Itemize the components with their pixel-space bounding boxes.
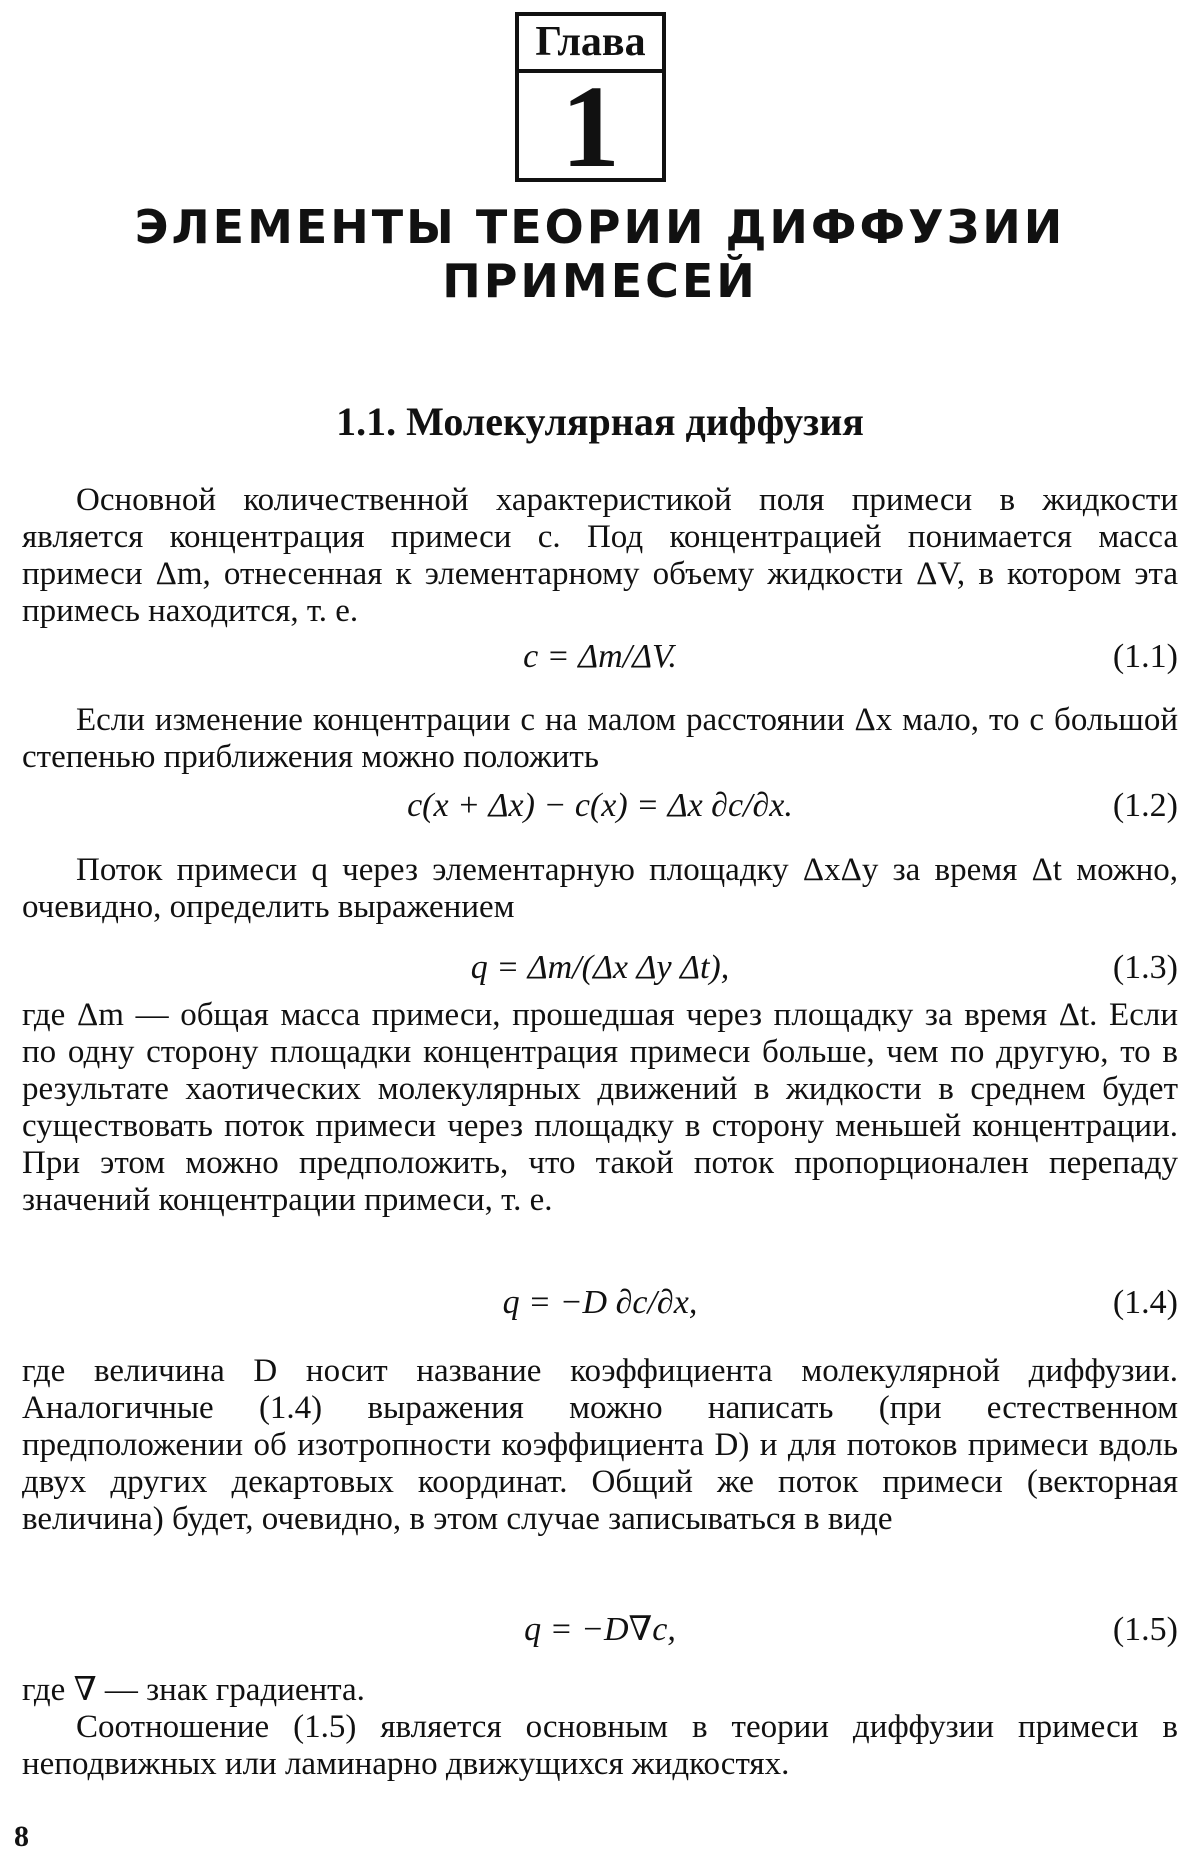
paragraph: где величина D носит название коэффициента молекулярной диффузии. Аналогичные (1.4) выражения можно написать (при естественном предположении об изотропности коэффициента D) и для потоков примеси вдоль двух других декартовых координат. Общий же поток примеси (векторная величина) будет, очевидно, в этом случае записываться в виде xyxy=(22,1353,1178,1537)
paragraph: Основной количественной характеристикой поля примеси в жидкости является концентрация примеси c. Под концентрацией понимается масса примеси Δm, отнесенная к элементарному объему жидкости ΔV, в котором эта примесь находится, т. е. xyxy=(22,482,1178,629)
paragraph: где Δm — общая масса примеси, прошедшая через площадку за время Δt. Если по одну сторону площадки концентрация примеси больше, чем по другую, то в результате хаотических молекулярных движений в жидкости в среднем будет существовать поток примеси через площадку в сторону меньшей концентрации. При этом можно предположить, что такой поток пропорционален перепаду значений концентрации примеси, т. е. xyxy=(22,997,1178,1218)
chapter-title: ЭЛЕМЕНТЫ ТЕОРИИ ДИФФУЗИИ ПРИМЕСЕЙ xyxy=(134,200,1066,308)
paragraph: Если изменение концентрации c на малом расстоянии Δx мало, то с большой степенью приближения можно положить xyxy=(22,702,1178,775)
paragraph: Соотношение (1.5) является основным в теории диффузии примеси в неподвижных или ламинарно движущихся жидкостях. xyxy=(22,1709,1178,1782)
formula-expression: q = −D ∂c/∂x, xyxy=(502,1284,698,1321)
formula-1-3 xyxy=(22,948,1178,988)
formula-expression: q = −D∇c, xyxy=(524,1611,676,1648)
formula-number: (1.1) xyxy=(1112,638,1178,675)
formula-number: (1.4) xyxy=(1112,1284,1178,1321)
formula-number: (1.5) xyxy=(1112,1611,1178,1648)
formula-1-4 xyxy=(22,1283,1178,1323)
formula-1-1 xyxy=(22,637,1178,677)
section-title: 1.1. Молекулярная диффузия xyxy=(336,399,864,444)
paragraph: Поток примеси q через элементарную площадку ΔxΔy за время Δt можно, очевидно, определить выражением xyxy=(22,852,1178,925)
formula-expression: c = Δm/ΔV. xyxy=(523,638,677,675)
chapter-number: 1 xyxy=(561,61,620,192)
formula-expression: q = Δm/(Δx Δy Δt), xyxy=(470,949,730,986)
formula-expression: c(x + Δx) − c(x) = Δx ∂c/∂x. xyxy=(407,787,793,824)
paragraph: где ∇ — знак градиента. xyxy=(22,1672,365,1708)
formula-number: (1.3) xyxy=(1112,949,1178,986)
formula-number: (1.2) xyxy=(1112,787,1178,824)
page-number: 8 xyxy=(14,1820,29,1853)
formula-1-5 xyxy=(22,1610,1178,1650)
chapter-box xyxy=(515,12,666,192)
formula-1-2 xyxy=(22,786,1178,826)
chapter-label: Глава xyxy=(519,16,662,73)
